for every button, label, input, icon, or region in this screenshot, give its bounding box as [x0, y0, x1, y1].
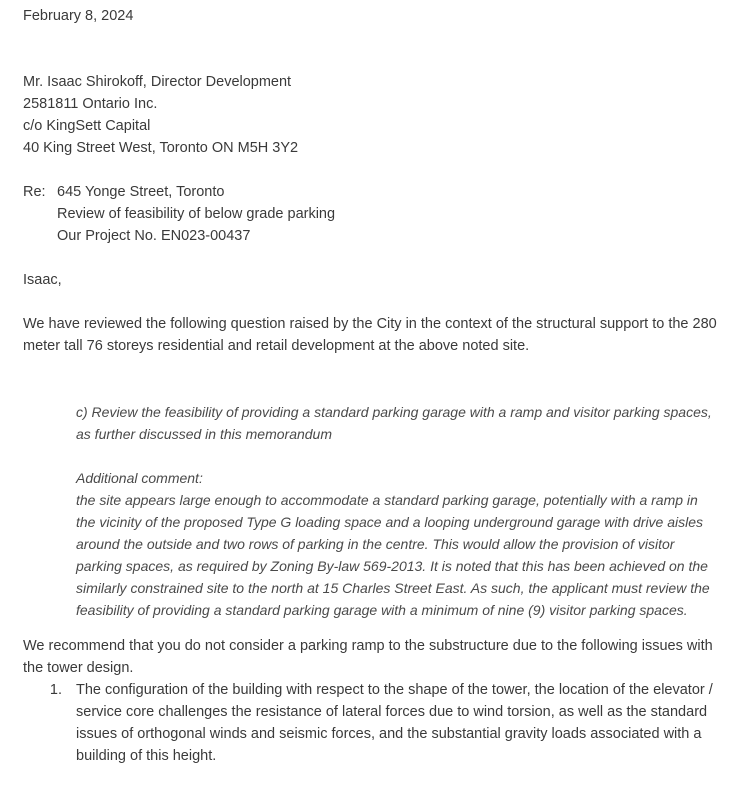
subject-block: [23, 181, 723, 247]
city-question: c) Review the feasibility of providing a standard parking garage with a ramp and visitor parking spaces, as further discussed in this memorandum: [76, 404, 712, 442]
additional-comment: the site appears large enough to accommodate a standard parking garage, potentially with a ramp in the vicinity of the proposed Type G loading space and a looping underground garage with drive aisles around the outside and two rows of parking in the centre. This would allow the provision of visitor parking spaces, as required by Zoning By-law 569-2013. It is noted that this has been achieved on the similarly constrained site to the north at 15 Charles Street East. As such, the applicant must review the feasibility of providing a standard parking garage with a minimum of nine (9) visitor parking spaces.: [76, 492, 710, 618]
issues-list: [23, 679, 723, 767]
subject-label: Re:: [23, 184, 46, 200]
recommendation-paragraph: We recommend that you do not consider a parking ramp to the substructure due to the following issues with the tower design.: [23, 638, 713, 676]
addressee-name-line: Mr. Isaac Shirokoff, Director Development: [23, 74, 292, 90]
addressee-company-line: 2581811 Ontario Inc.: [23, 96, 158, 112]
salutation: Isaac,: [23, 272, 62, 288]
letter-page: [23, 5, 723, 767]
subject-project-number: Our Project No. EN023-00437: [57, 228, 251, 244]
list-item-number: 1.: [49, 682, 62, 698]
additional-comment-label: Additional comment:: [76, 470, 203, 486]
city-question-quote: [76, 401, 716, 621]
subject-address: 645 Yonge Street, Toronto: [57, 184, 225, 200]
letter-date: February 8, 2024: [23, 8, 134, 24]
subject-topic: Review of feasibility of below grade parking: [57, 206, 336, 222]
intro-paragraph: We have reviewed the following question raised by the City in the context of the structural support to the 280 meter tall 76 storeys residential and retail development at the above noted site.: [23, 316, 717, 354]
addressee-care-of-line: c/o KingSett Capital: [23, 118, 151, 134]
subject-lines: [57, 181, 723, 247]
addressee-street-line: 40 King Street West, Toronto ON M5H 3Y2: [23, 140, 299, 156]
addressee-block: [23, 71, 723, 159]
list-item-text: The configuration of the building with respect to the shape of the tower, the location of the elevator / service core challenges the resistance of lateral forces due to wind torsion, as well as the standard issues of orthogonal winds and seismic forces, and the substantial gravity loads associated with a building of this height.: [76, 682, 713, 764]
list-item: [23, 679, 723, 767]
